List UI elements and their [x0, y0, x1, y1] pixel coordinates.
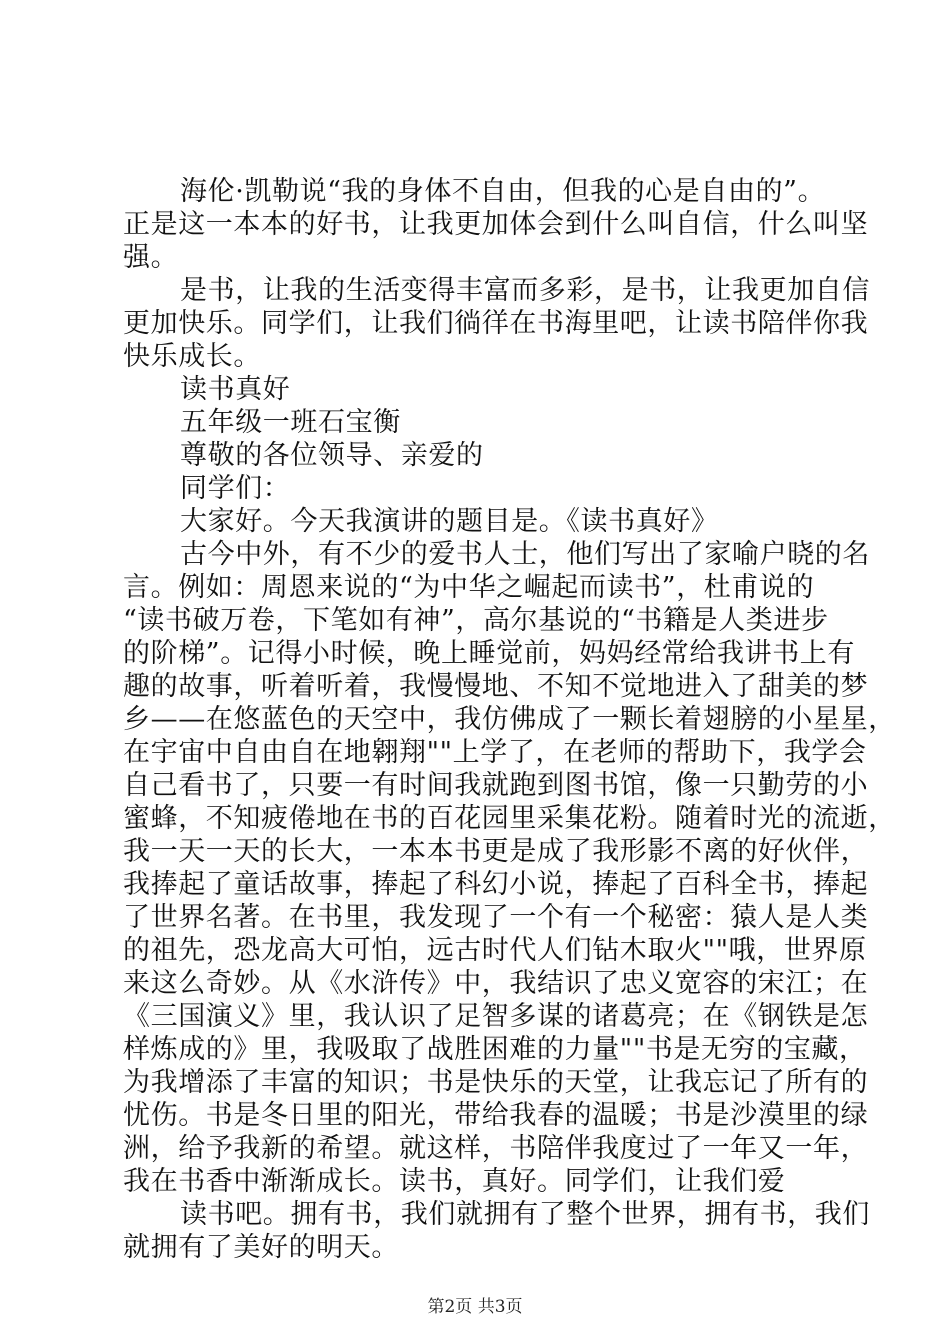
text-line: 大家好。今天我演讲的题目是。《读书真好》 — [180, 506, 719, 537]
text-line: 快乐成长。 — [123, 341, 261, 372]
text-line: 读书吧。拥有书，我们就拥有了整个世界，拥有书，我们 — [180, 1199, 870, 1230]
text-line: 更加快乐。同学们，让我们徜徉在书海里吧，让读书陪伴你我 — [123, 308, 869, 339]
speech-title: 读书真好 — [180, 374, 291, 405]
text-line: 海伦·凯勒说“我的身体不自由，但我的心是自由的”。 — [180, 176, 826, 207]
text-line: 强。 — [123, 242, 179, 273]
text-line: 就拥有了美好的明天。 — [123, 1232, 399, 1263]
text-line: 来这么奇妙。从《水浒传》中，我结识了忠义宽容的宋江；在 — [123, 968, 869, 999]
greeting-line: 尊敬的各位领导、亲爱的 — [180, 440, 484, 471]
page-number-footer: 第2页 共3页 — [427, 1297, 523, 1317]
text-line: 忧伤。书是冬日里的阳光，带给我春的温暖；书是沙漠里的绿 — [123, 1100, 869, 1131]
text-line: 样炼成的》里，我吸取了战胜困难的力量""书是无穷的宝藏， — [123, 1034, 867, 1065]
text-line: 的阶梯”。记得小时候，晚上睡觉前，妈妈经常给我讲书上有 — [123, 638, 856, 669]
text-line: 古今中外，有不少的爱书人士，他们写出了家喻户晓的名 — [180, 539, 870, 570]
text-line: “读书破万卷，下笔如有神”，高尔基说的“书籍是人类进步 — [123, 605, 829, 636]
text-line: 了世界名著。在书里，我发现了一个有一个秘密：猿人是人类 — [123, 902, 869, 933]
text-line: 的祖先，恐龙高大可怕，远古时代人们钻木取火""哦，世界原 — [123, 935, 867, 966]
text-line: 我捧起了童话故事，捧起了科幻小说，捧起了百科全书，捧起 — [123, 869, 869, 900]
text-line: 《三国演义》里，我认识了足智多谋的诸葛亮；在《钢铁是怎 — [123, 1001, 869, 1032]
text-line: 我在书香中渐渐成长。读书，真好。同学们，让我们爱 — [123, 1166, 786, 1197]
text-line: 为我增添了丰富的知识；书是快乐的天堂，让我忘记了所有的 — [123, 1067, 869, 1098]
speaker-name: 五年级一班石宝衡 — [180, 407, 401, 438]
text-line: 乡——在悠蓝色的天空中，我仿佛成了一颗长着翅膀的小星星， — [123, 704, 896, 735]
text-line: 言。例如：周恩来说的“为中华之崛起而读书”，杜甫说的 — [123, 572, 815, 603]
text-line: 在宇宙中自由自在地翱翔""上学了，在老师的帮助下，我学会 — [123, 737, 867, 768]
text-line: 正是这一本本的好书，让我更加体会到什么叫自信，什么叫坚 — [123, 209, 869, 240]
text-line: 是书，让我的生活变得丰富而多彩，是书，让我更加自信 — [180, 275, 870, 306]
greeting-line: 同学们： — [180, 473, 291, 504]
text-line: 趣的故事，听着听着，我慢慢地、不知不觉地进入了甜美的梦 — [123, 671, 869, 702]
text-line: 我一天一天的长大，一本本书更是成了我形影不离的好伙伴， — [123, 836, 869, 867]
text-line: 自己看书了，只要一有时间我就跑到图书馆，像一只勤劳的小 — [123, 770, 869, 801]
text-line: 蜜蜂，不知疲倦地在书的百花园里采集花粉。随着时光的流逝， — [123, 803, 896, 834]
text-line: 洲，给予我新的希望。就这样，书陪伴我度过了一年又一年， — [123, 1133, 869, 1164]
